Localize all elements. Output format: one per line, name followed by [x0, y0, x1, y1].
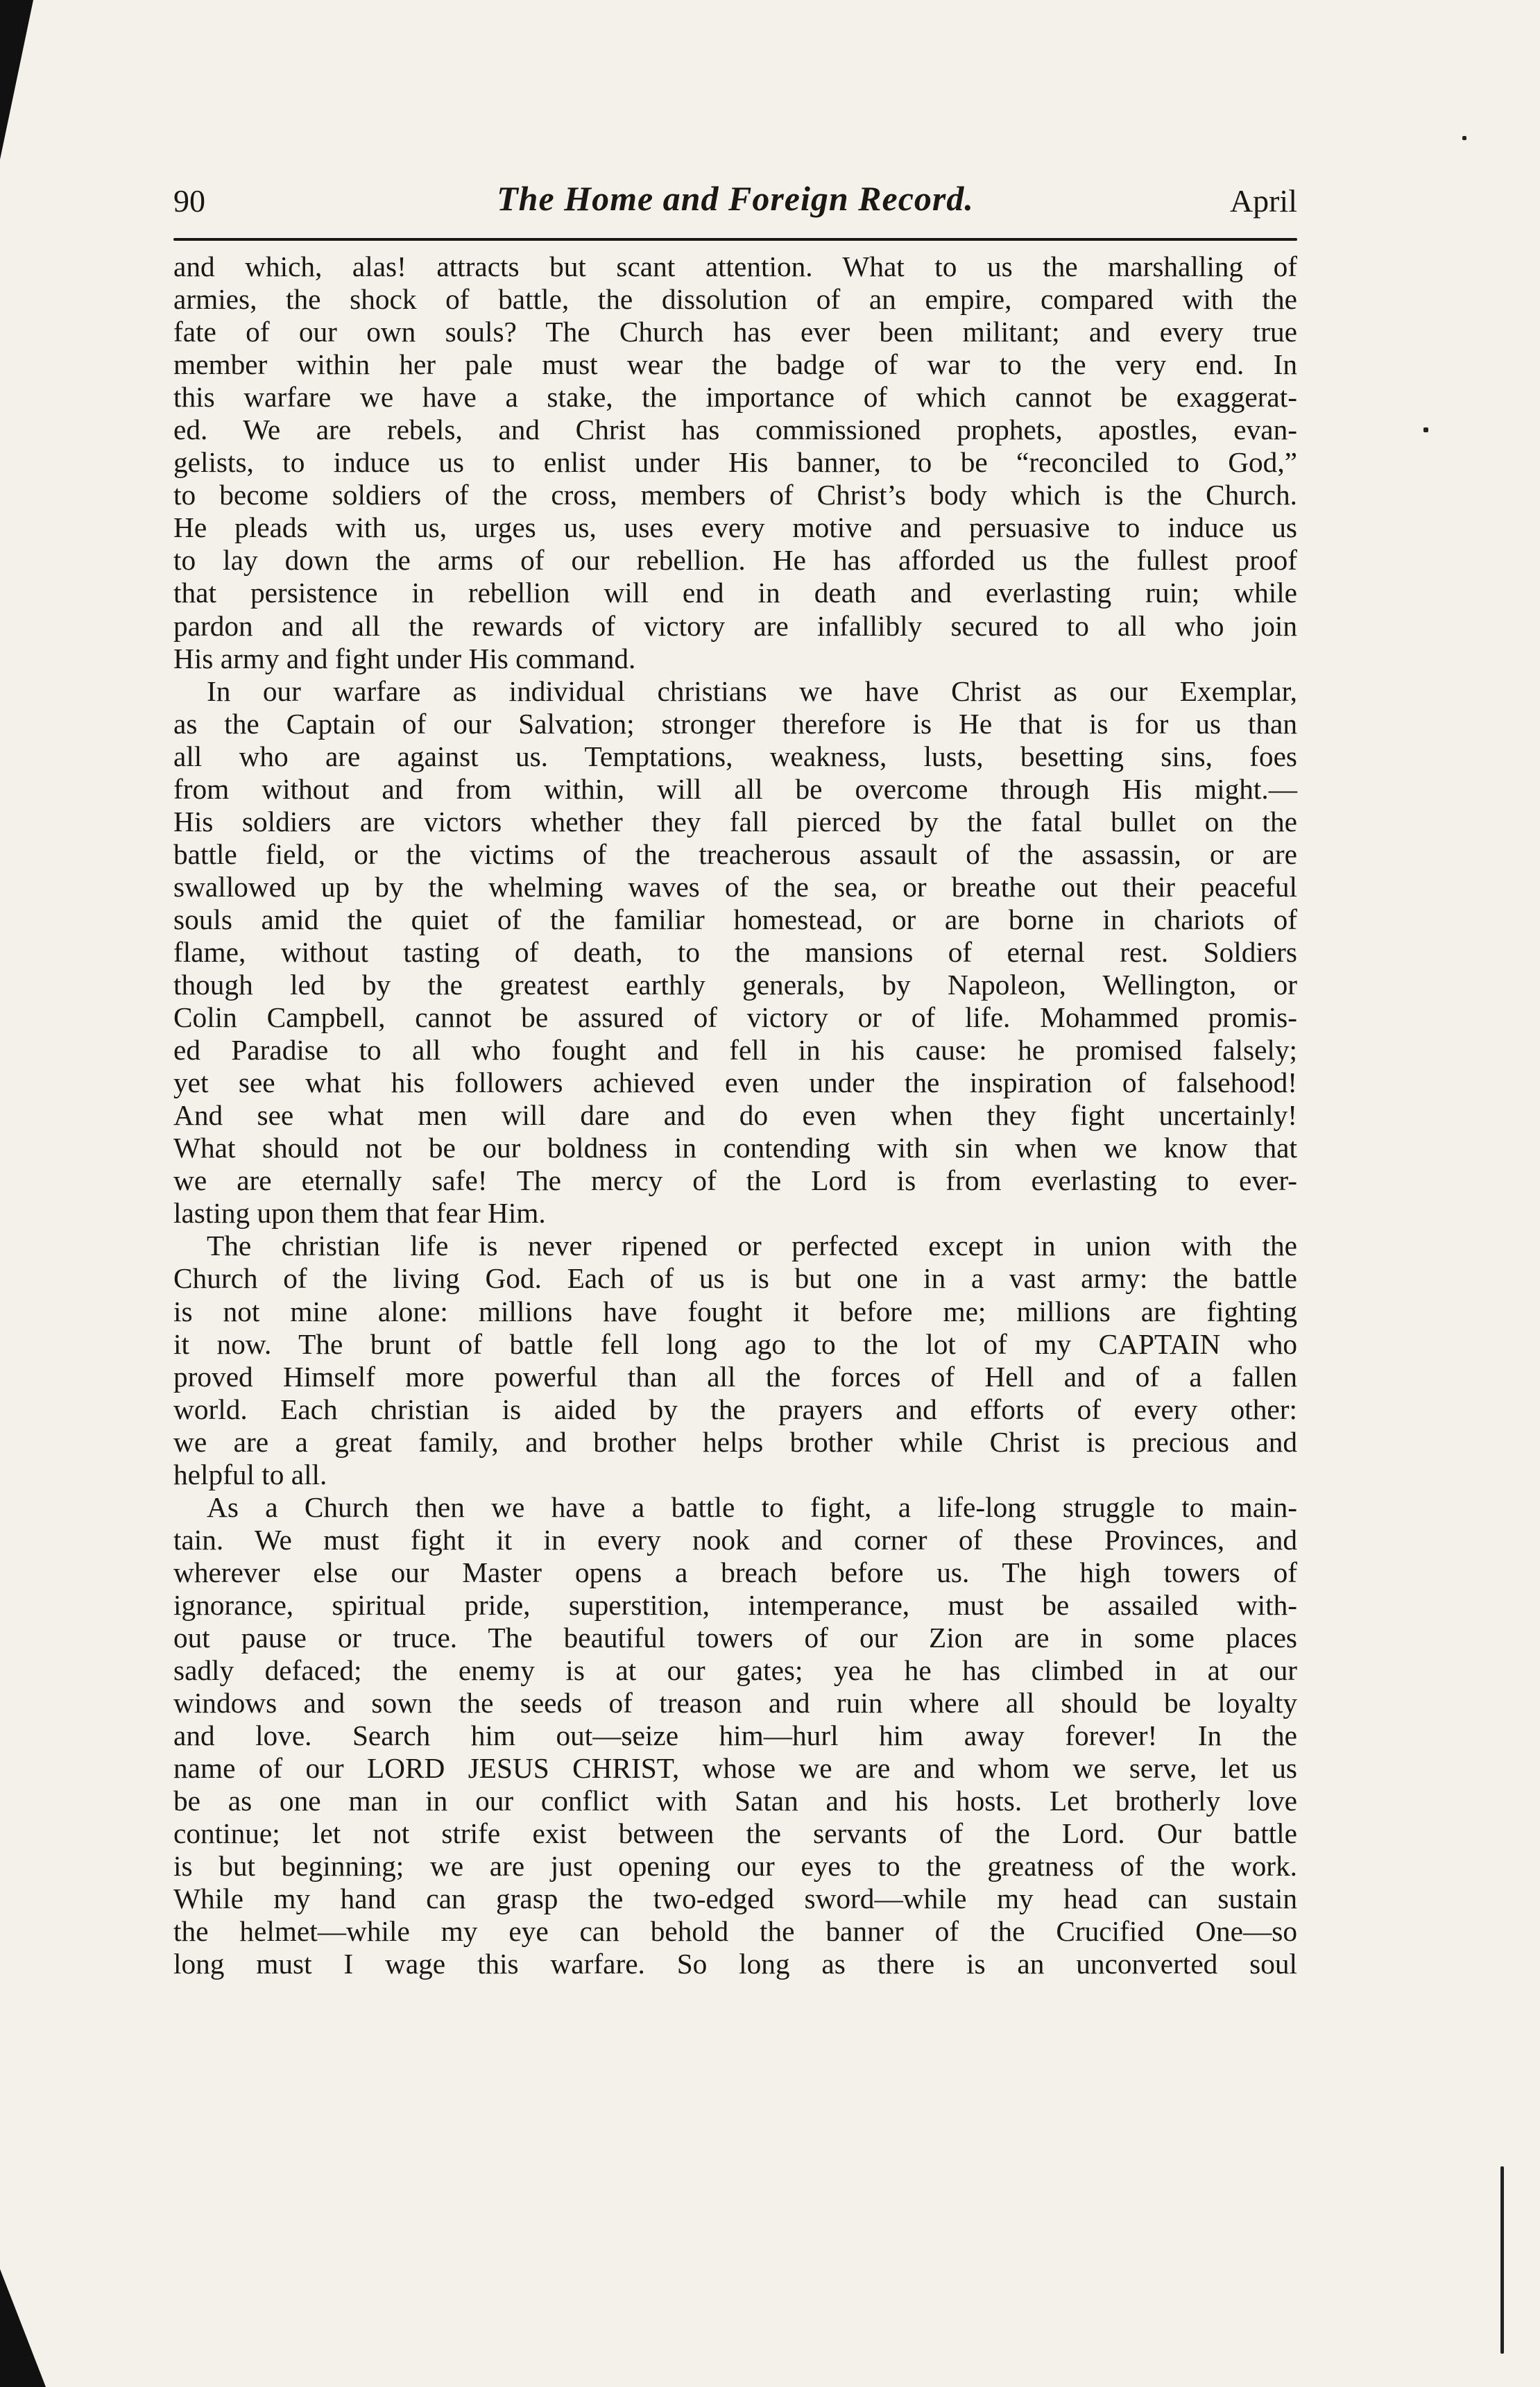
- text-line: armies, the shock of battle, the dissolution of an empire, compared with the: [173, 283, 1297, 316]
- text-line: it now. The brunt of battle fell long ago to the lot of my CAPTAIN who: [173, 1327, 1297, 1360]
- text-line: What should not be our boldness in contending with sin when we know that: [173, 1132, 1297, 1164]
- text-line: to become soldiers of the cross, members of Christ’s body which is the Church.: [173, 479, 1297, 511]
- text-line: battle field, or the victims of the treacherous assault of the assassin, or are: [173, 838, 1297, 870]
- text-line: world. Each christian is aided by the prayers and efforts of every other:: [173, 1393, 1297, 1425]
- text-line: to lay down the arms of our rebellion. He has afforded us the fullest proof: [173, 544, 1297, 577]
- text-line: yet see what his followers achieved even under the inspiration of falsehood!: [173, 1067, 1297, 1099]
- paragraph-start-line: In our warfare as individual christians we have Christ as our Exemplar,: [207, 674, 1297, 707]
- text-line: as the Captain of our Salvation; stronger therefore is He that is for us than: [173, 707, 1297, 740]
- text-line: proved Himself more powerful than all the forces of Hell and of a fallen: [173, 1360, 1297, 1393]
- text-line: ed. We are rebels, and Christ has commissioned prophets, apostles, evan-: [173, 414, 1297, 446]
- scan-corner-mark-top: [0, 0, 33, 160]
- text-line: sadly defaced; the enemy is at our gates; yea he has climbed in at our: [173, 1654, 1297, 1687]
- text-line: And see what men will dare and do even when they fight uncertainly!: [173, 1099, 1297, 1132]
- text-line: we are eternally safe! The mercy of the Lord is from everlasting to ever-: [173, 1164, 1297, 1197]
- text-line: though led by the greatest earthly generals, by Napoleon, Wellington, or: [173, 969, 1297, 1001]
- page-number: 90: [173, 183, 205, 219]
- text-line: name of our LORD JESUS CHRIST, whose we are and whom we serve, let us: [173, 1752, 1297, 1785]
- text-line: While my hand can grasp the two-edged sword—while my head can sustain: [173, 1883, 1297, 1915]
- text-line: fate of our own souls? The Church has ever been militant; and every true: [173, 316, 1297, 348]
- text-line: out pause or truce. The beautiful towers of our Zion are in some places: [173, 1621, 1297, 1654]
- text-line: pardon and all the rewards of victory are infallibly secured to all who join: [173, 609, 1297, 642]
- text-line: Colin Campbell, cannot be assured of victory or of life. Mohammed promis-: [173, 1001, 1297, 1034]
- text-line: that persistence in rebellion will end in death and everlasting ruin; while: [173, 577, 1297, 609]
- text-line: from without and from within, will all be overcome through His might.—: [173, 772, 1297, 805]
- text-line: all who are against us. Temptations, weakness, lusts, besetting sins, foes: [173, 740, 1297, 772]
- text-line: ed Paradise to all who fought and fell in his cause: he promised falsely;: [173, 1034, 1297, 1067]
- text-line: wherever else our Master opens a breach before us. The high towers of: [173, 1556, 1297, 1588]
- text-line: the helmet—while my eye can behold the banner of the Crucified One—so: [173, 1915, 1297, 1948]
- text-line: is not mine alone: millions have fought it before me; millions are fighting: [173, 1295, 1297, 1327]
- text-line: this warfare we have a stake, the importance of which cannot be exaggerat-: [173, 381, 1297, 414]
- scan-corner-mark-bottom: [0, 2269, 46, 2387]
- text-line: gelists, to induce us to enlist under His banner, to be “reconciled to God,”: [173, 446, 1297, 479]
- text-line: is but beginning; we are just opening our eyes to the greatness of the work.: [173, 1850, 1297, 1883]
- month: April: [1229, 183, 1297, 219]
- text-line: be as one man in our conflict with Satan and his hosts. Let brotherly love: [173, 1785, 1297, 1817]
- running-head: [173, 177, 1297, 226]
- text-line: ignorance, spiritual pride, superstition, intemperance, must be assailed with-: [173, 1588, 1297, 1621]
- text-line: flame, without tasting of death, to the mansions of eternal rest. Soldiers: [173, 935, 1297, 968]
- header-rule: [173, 238, 1297, 241]
- text-line: helpful to all.: [173, 1458, 327, 1490]
- text-line: and which, alas! attracts but scant attention. What to us the marshalling of: [173, 250, 1297, 282]
- journal-title: The Home and Foreign Record.: [497, 179, 974, 218]
- text-line: long must I wage this warfare. So long as there is an unconverted soul: [173, 1948, 1297, 1980]
- text-line: His army and fight under His command.: [173, 642, 636, 674]
- text-line: continue; let not strife exist between the servants of the Lord. Our battle: [173, 1817, 1297, 1850]
- text-line: lasting upon them that fear Him.: [173, 1197, 546, 1230]
- margin-speck: [1462, 136, 1466, 140]
- margin-speck: [1423, 427, 1428, 432]
- text-line: He pleads with us, urges us, uses every motive and persuasive to induce us: [173, 511, 1297, 544]
- text-line: tain. We must fight it in every nook and corner of these Provinces, and: [173, 1523, 1297, 1556]
- paragraph-start-line: As a Church then we have a battle to fight, a life-long struggle to main-: [207, 1490, 1297, 1523]
- text-line: windows and sown the seeds of treason and ruin where all should be loyalty: [173, 1687, 1297, 1719]
- page: [173, 177, 1297, 1980]
- text-line: His soldiers are victors whether they fall pierced by the fatal bullet on the: [173, 805, 1297, 838]
- text-line: souls amid the quiet of the familiar homestead, or are borne in chariots of: [173, 903, 1297, 935]
- article-body: [173, 250, 1297, 1980]
- text-line: swallowed up by the whelming waves of the sea, or breathe out their peaceful: [173, 870, 1297, 903]
- text-line: member within her pale must wear the badge of war to the very end. In: [173, 348, 1297, 381]
- text-line: Church of the living God. Each of us is but one in a vast army: the battle: [173, 1262, 1297, 1295]
- paragraph-start-line: The christian life is never ripened or perfected except in union with the: [207, 1230, 1297, 1262]
- text-line: and love. Search him out—seize him—hurl him away forever! In the: [173, 1719, 1297, 1752]
- text-line: we are a great family, and brother helps brother while Christ is precious and: [173, 1425, 1297, 1458]
- margin-speck: [1500, 2166, 1504, 2354]
